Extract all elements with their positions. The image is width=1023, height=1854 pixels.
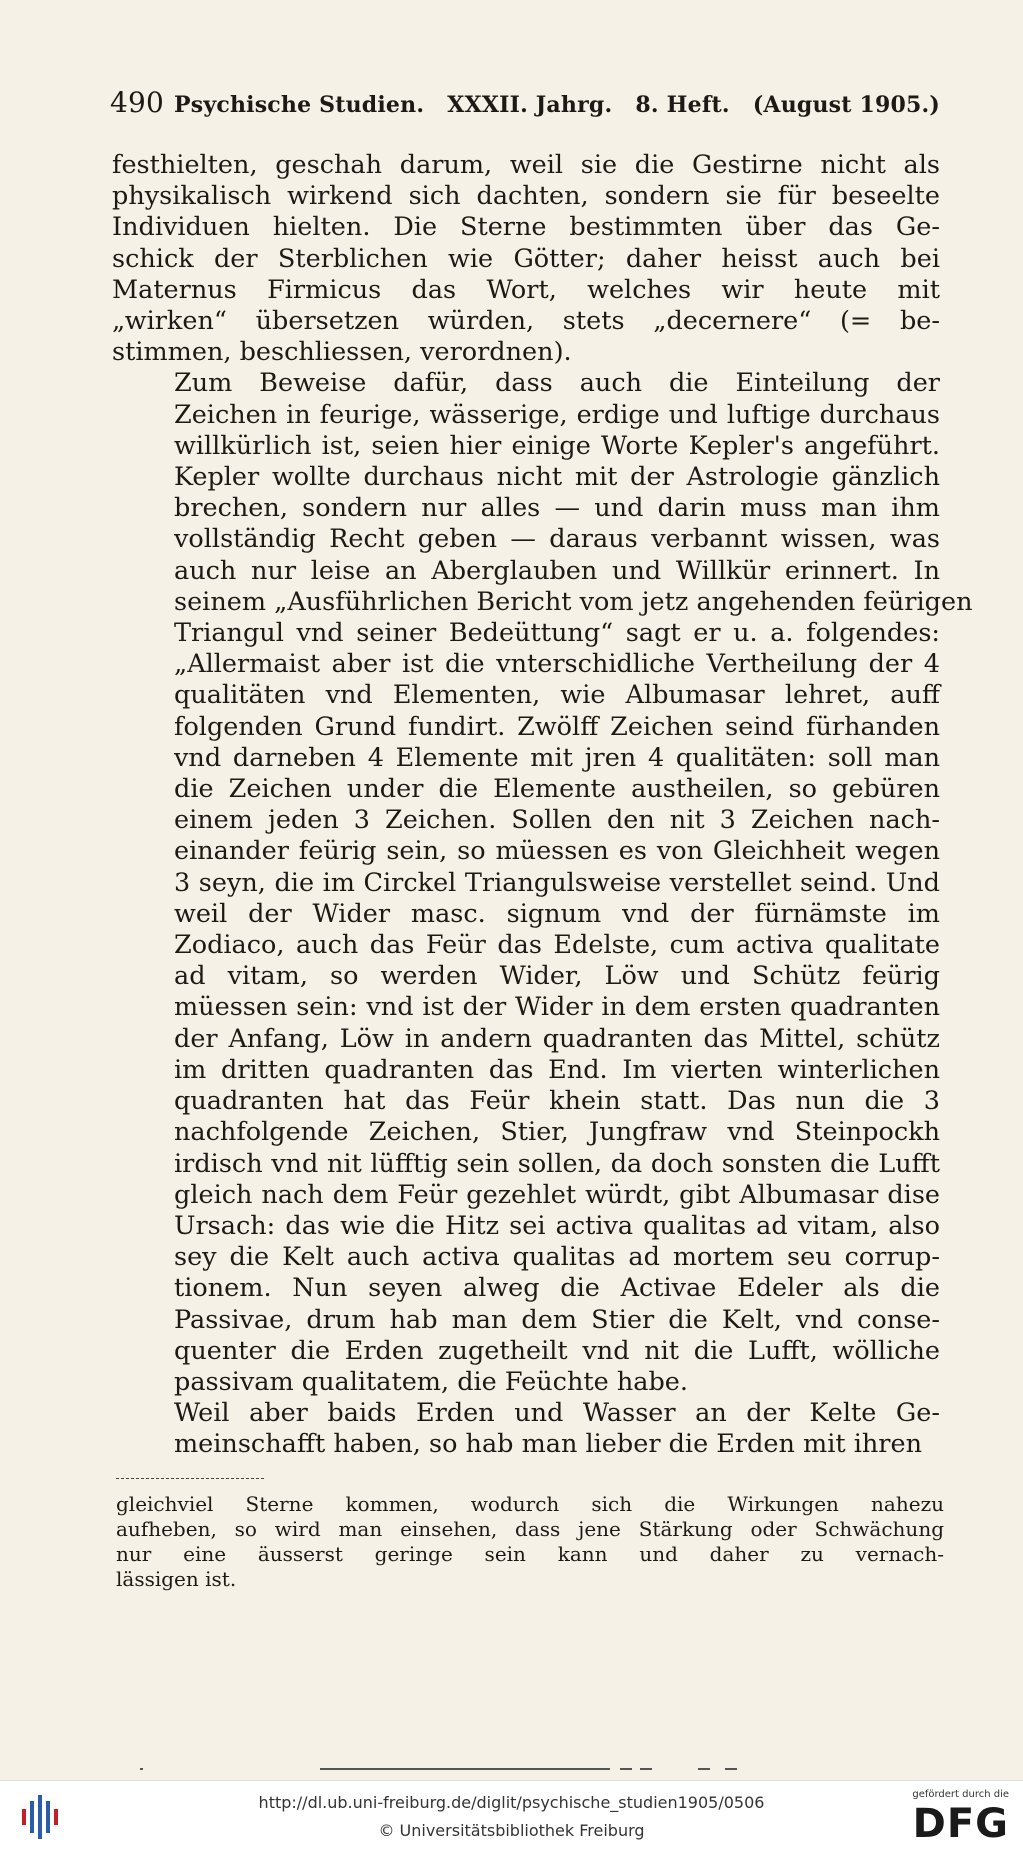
text-line: meinschafft haben, so hab man lieber die Erden mit ihren — [174, 1429, 923, 1460]
text-line: willkürlich ist, seien hier einige Worte Kepler's angeführt. — [174, 430, 940, 461]
text-line: weil der Wider masc. signum vnd der fürnämste im — [174, 898, 940, 929]
text-line: seinem „Ausführlichen Bericht vom jetz angehenden feürigen — [174, 586, 973, 617]
text-line: gleich nach dem Feür gezehlet würdt, gibt Albumasar dise — [174, 1179, 940, 1210]
text-line: nachfolgende Zeichen, Stier, Jungfraw vnd Steinpockh — [174, 1117, 940, 1148]
text-line: 3 seyn, die im Circkel Triangulsweise verstellet seind. Und — [174, 867, 940, 898]
paragraph — [112, 1398, 940, 1460]
viewer-footer — [0, 1780, 1023, 1854]
journal-title: Psychische Studien. — [174, 92, 425, 118]
text-line: Kepler wollte durchaus nicht mit der Astrologie gänzlich — [174, 462, 940, 493]
text-line: die Zeichen under die Elemente austheilen, so gebüren — [174, 774, 940, 805]
text-line: Individuen hielten. Die Sterne bestimmten über das Ge- — [112, 212, 940, 243]
main-text — [112, 150, 973, 1461]
text-line: müessen sein: vnd ist der Wider in dem ersten quadranten — [174, 992, 940, 1023]
footnote — [116, 1492, 944, 1592]
text-line: einander feürig sein, so müessen es von Gleichheit wegen — [174, 836, 940, 867]
text-line: im dritten quadranten das End. Im vierten winterlichen — [174, 1054, 940, 1085]
text-line: sey die Kelt auch activa qualitas ad mortem seu corrup- — [174, 1242, 940, 1273]
text-line: qualitäten vnd Elementen, wie Albumasar lehret, auff — [174, 680, 940, 711]
dfg-logo-text: DFG — [912, 1801, 1009, 1847]
paragraph — [112, 368, 973, 1398]
text-line: passivam qualitatem, die Feüchte habe. — [174, 1366, 688, 1397]
bottom-scan-marks — [140, 1768, 740, 1772]
text-line: stimmen, beschliessen, verordnen). — [112, 337, 572, 368]
issue-number: 8. Heft. — [635, 92, 730, 118]
text-line: Passivae, drum hab man dem Stier die Kelt, vnd conse- — [174, 1304, 940, 1335]
text-line: Weil aber baids Erden und Wasser an der Kelte Ge- — [174, 1398, 940, 1429]
text-line: vollständig Recht geben — daraus verbannt wissen, was — [174, 524, 940, 555]
text-line: festhielten, geschah darum, weil sie die Gestirne nicht als — [112, 150, 940, 180]
text-line: „Allermaist aber ist die vnterschidliche Vertheilung der 4 — [174, 649, 940, 680]
text-line: irdisch vnd nit lüfftig sein sollen, da doch sonsten die Lufft — [174, 1148, 940, 1179]
copyright-notice: © Universitätsbibliothek Freiburg — [378, 1821, 645, 1840]
footnote-line: nur eine äusserst geringe sein kann und daher zu vernach- — [116, 1542, 944, 1566]
text-line: Zodiaco, auch das Feür das Edelste, cum activa qualitate — [174, 930, 940, 961]
issue-date: (August 1905.) — [752, 92, 940, 118]
text-line: vnd darneben 4 Elemente mit jren 4 qualitäten: soll man — [174, 742, 940, 773]
text-line: physikalisch wirkend sich dachten, sondern sie für beseelte — [112, 181, 940, 212]
text-line: der Anfang, Löw in andern quadranten das Mittel, schütz — [174, 1023, 940, 1054]
text-line: folgenden Grund fundirt. Zwölff Zeichen seind fürhanden — [174, 711, 940, 742]
paragraph — [112, 150, 940, 368]
text-line: Zum Beweise dafür, dass auch die Einteilung der — [174, 368, 940, 399]
footnote-line: aufheben, so wird man einsehen, dass jene Stärkung oder Schwächung — [116, 1517, 944, 1541]
text-line: quenter die Erden zugetheilt vnd nit die Lufft, wölliche — [174, 1335, 940, 1366]
page-number: 490 — [110, 86, 165, 119]
running-header — [110, 86, 940, 119]
text-line: auch nur leise an Aberglauben und Willkür erinnert. In — [174, 555, 940, 586]
text-line: tionem. Nun seyen alweg die Activae Edeler als die — [174, 1273, 940, 1304]
footnote-line: lässigen ist. — [116, 1567, 237, 1591]
text-line: einem jeden 3 Zeichen. Sollen den nit 3 Zeichen nach- — [174, 805, 940, 836]
text-line: ad vitam, so werden Wider, Löw und Schütz feürig — [174, 961, 940, 992]
text-line: Ursach: das wie die Hitz sei activa qualitas ad vitam, also — [174, 1210, 940, 1241]
dfg-logo — [907, 1789, 1011, 1847]
footnote-line: gleichviel Sterne kommen, wodurch sich die Wirkungen nahezu — [116, 1492, 944, 1516]
text-line: schick der Sterblichen wie Götter; daher heisst auch bei — [112, 243, 940, 274]
text-line: brechen, sondern nur alles — und darin muss man ihm — [174, 493, 940, 524]
text-line: Zeichen in feurige, wässerige, erdige und luftige durchaus — [174, 399, 940, 430]
text-line: Maternus Firmicus das Wort, welches wir heute mit — [112, 274, 940, 305]
volume-year: XXXII. Jahrg. — [447, 92, 613, 118]
text-line: quadranten hat das Feür khein statt. Das nun die 3 — [174, 1086, 940, 1117]
text-line: Triangul vnd seiner Bedeüttung“ sagt er u. a. folgendes: — [174, 618, 940, 649]
text-line: „wirken“ übersetzen würden, stets „decernere“ (= be- — [112, 306, 940, 337]
footnote-rule — [116, 1478, 264, 1479]
dfg-tagline: gefördert durch die — [912, 1789, 1009, 1800]
permalink-url[interactable]: http://dl.ub.uni-freiburg.de/diglit/psychische_studien1905/0506 — [258, 1793, 765, 1812]
